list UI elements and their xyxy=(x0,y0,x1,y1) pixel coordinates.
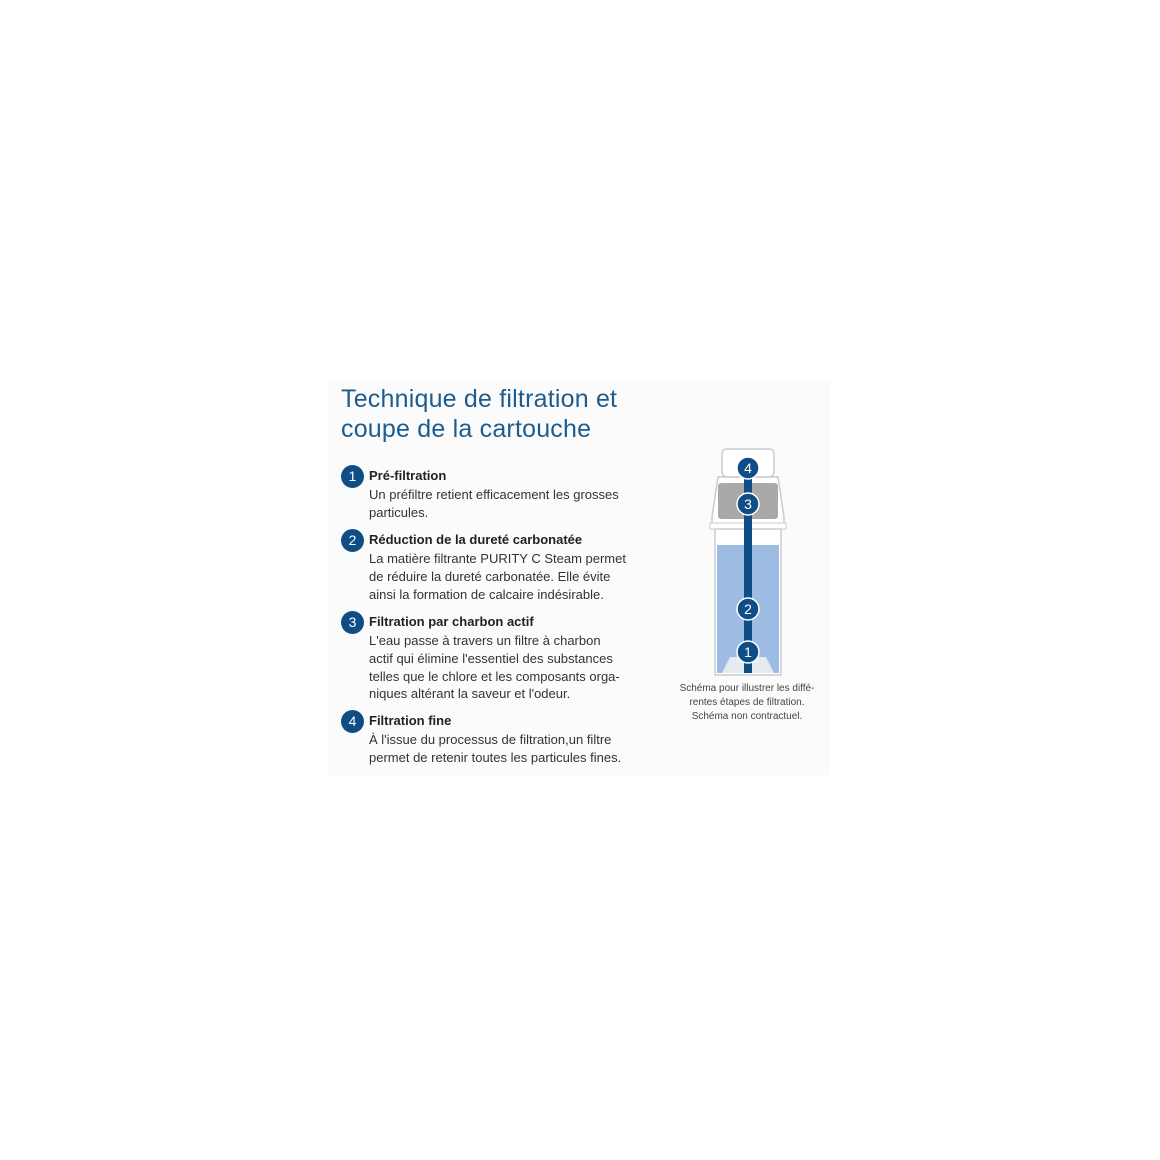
step-description xyxy=(369,731,659,767)
step-description xyxy=(369,486,659,522)
step-text-line: L'eau passe à travers un filtre à charbon xyxy=(369,633,601,648)
step-number-badge: 4 xyxy=(341,710,364,733)
step-3-marker xyxy=(737,493,759,515)
title-line-1: Technique de filtration et xyxy=(341,385,618,413)
marker-label: 3 xyxy=(744,496,752,512)
caption-line: Schéma pour illustrer les diffé- xyxy=(679,683,815,694)
marker-label: 2 xyxy=(744,601,752,617)
step-number-badge: 1 xyxy=(341,465,364,488)
step-description xyxy=(369,550,659,603)
step-text-line: Un préfiltre retient efficacement les grosses xyxy=(369,487,619,502)
step-text-line: La matière filtrante PURITY C Steam permet xyxy=(369,551,626,566)
step-text-line: À l'issue du processus de filtration,un filtre xyxy=(369,732,612,747)
step-text-line: de réduire la dureté carbonatée. Elle évite xyxy=(369,568,611,584)
step-number-badge: 3 xyxy=(341,611,364,634)
step-4-marker xyxy=(737,457,759,479)
step-text-line: particules. xyxy=(369,504,429,520)
step-text-line: permet de retenir toutes les particules fines. xyxy=(369,749,622,765)
step-2-marker xyxy=(737,598,759,620)
step-text-line: ainsi la formation de calcaire indésirable. xyxy=(369,586,604,602)
step-number-badge: 2 xyxy=(341,529,364,552)
marker-label: 1 xyxy=(744,644,752,660)
page-title xyxy=(341,384,681,444)
step-heading: Filtration par charbon actif xyxy=(369,614,534,629)
title-line-2: coupe de la cartouche xyxy=(341,415,592,443)
step-1-marker xyxy=(737,641,759,663)
step-text-line: actif qui élimine l'essentiel des substances xyxy=(369,650,613,666)
marker-label: 4 xyxy=(744,460,752,476)
step-text-line: telles que le chlore et les composants orga- xyxy=(369,668,620,684)
step-description xyxy=(369,632,659,703)
cartridge-cross-section-diagram xyxy=(700,445,796,681)
caption-line: Schéma non contractuel. xyxy=(691,711,803,722)
step-heading: Filtration fine xyxy=(369,713,452,728)
step-heading: Réduction de la dureté carbonatée xyxy=(369,532,583,547)
caption-line: rentes étapes de filtration. xyxy=(689,697,805,708)
step-text-line: niques altérant la saveur et l'odeur. xyxy=(369,686,571,702)
diagram-caption xyxy=(668,682,826,724)
step-heading: Pré-filtration xyxy=(369,468,447,483)
